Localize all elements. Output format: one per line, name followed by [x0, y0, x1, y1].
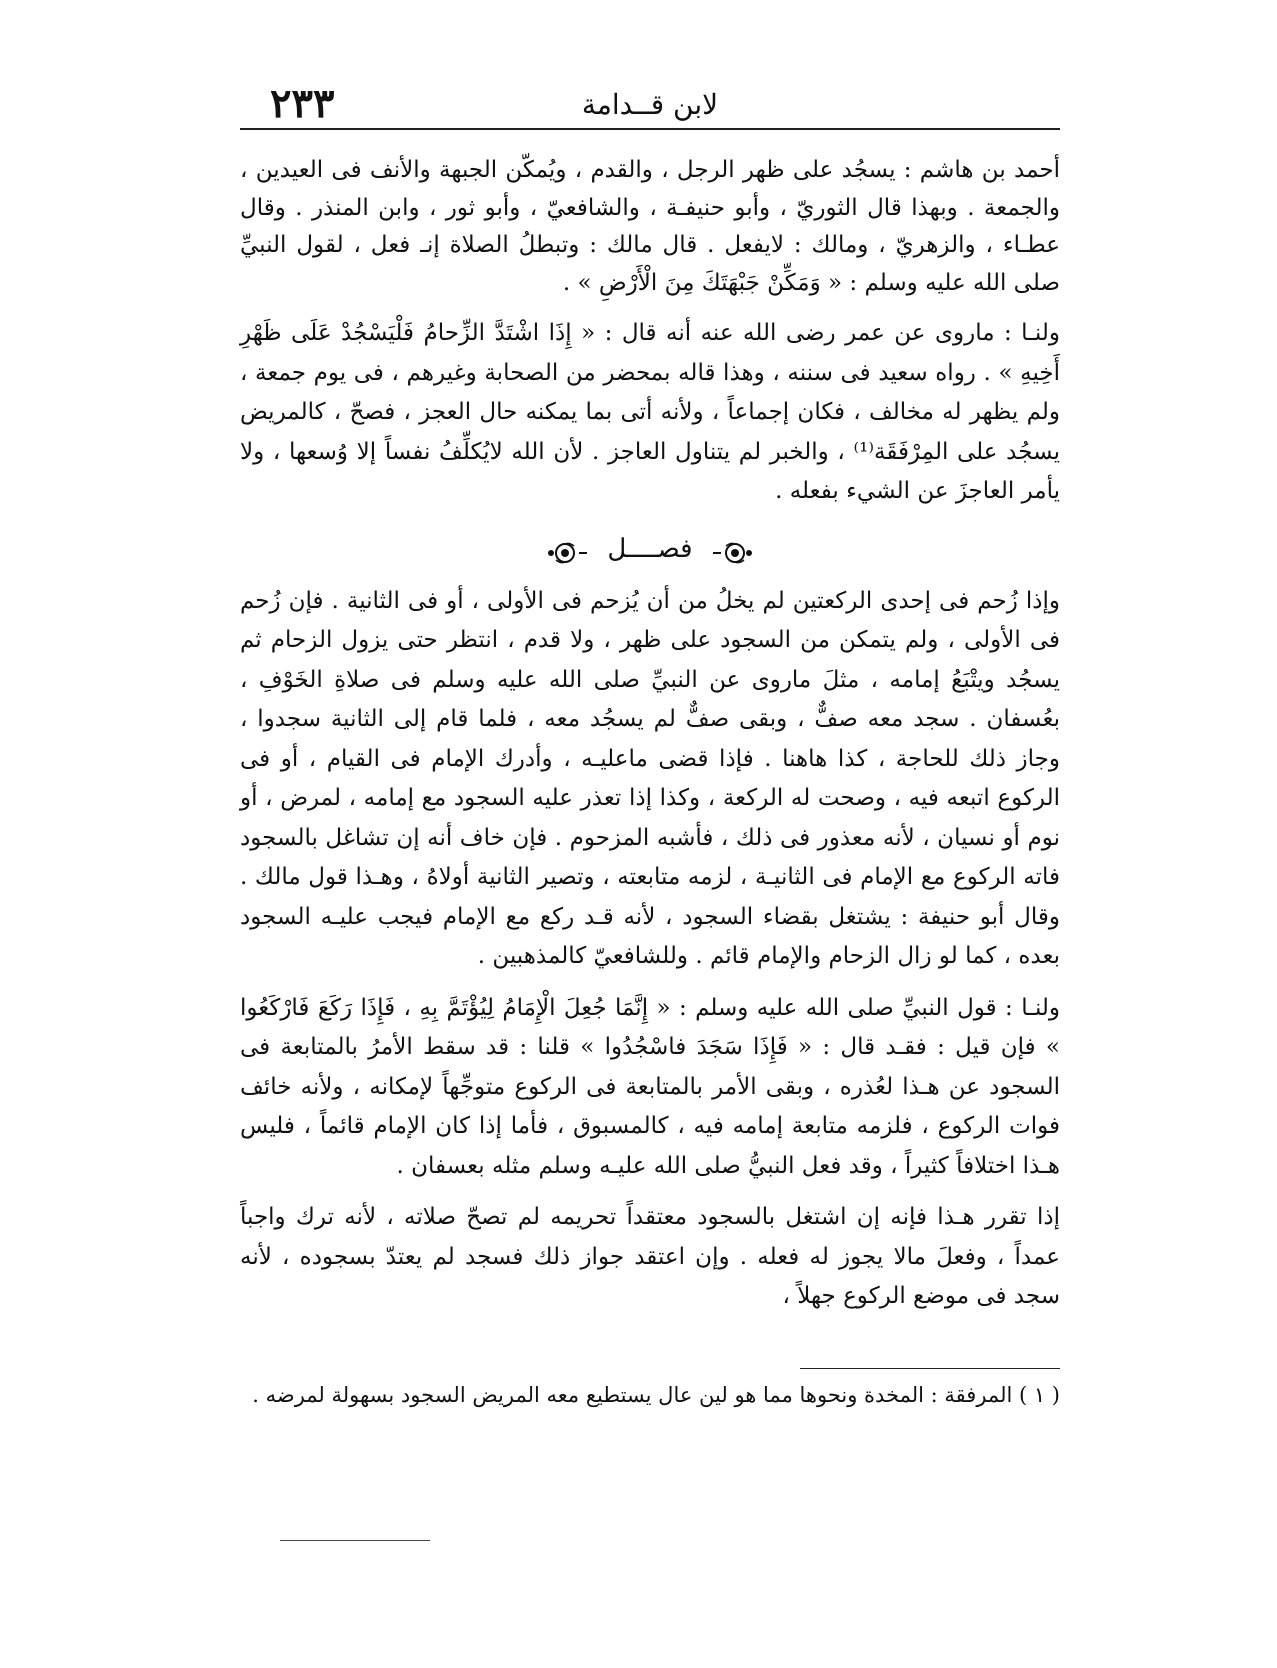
ornament-right-icon: [711, 536, 755, 562]
paragraph-1: أحمد بن هاشم : يسجُد على ظهر الرجل ، والقدم ، ويُمكّن الجبهة والأنف فى العيدين ، والجمعة . وبهذا قال الثوريّ ، وأبو حنيفـة ، والشافعيّ ، وأبو ثور ، وابن المنذر . وقال عطـاء ، والزهريّ ، ومالك : لايفعل . قال مالك : وتبطلُ الصلاة إنـ فعل ، لقول النبيِّ صلى الله عليه وسلم : « وَمَكِّنْ جَبْهَتَكَ مِنَ الْأَرْضِ » .: [240, 157, 1060, 296]
page-number: ٢٣٣: [270, 80, 335, 127]
main-text: [240, 152, 1060, 1329]
running-title: لابن قــدامة: [581, 88, 719, 121]
ornament-left-icon: [545, 536, 589, 562]
page-header: [240, 78, 1060, 126]
footnote-rule: [800, 1368, 1060, 1369]
paragraph-3: وإذا زُحم فى إحدى الركعتين لم يخلُ من أن يُزحم فى الأولى ، أو فى الثانية . فإن زُحم فى الأولى ، ولم يتمكن من السجود على ظهر ، ولا قدم ، انتظر حتى يزول الزحام ثم يسجُد ويتْبَعُ إمامه ، مثلَ ماروى عن النبيِّ صلى الله عليه وسلم فى صلاةِ الخَوْفِ ، بعُسفان . سجد معه صفٌّ ، وبقى صفٌّ لم يسجُد معه ، فلما قام إلى الثانية سجدوا ، وجاز ذلك للحاجة ، كذا هاهنا . فإذا قضى ماعليـه ، وأدرك الإمام فى القيام ، أو فى الركوع اتبعه فيه ، وصحت له الركعة ، وكذا إذا تعذر عليه السجود مع إمامه ، لمرض ، أو نوم أو نسيان ، لأنه معذور فى ذلك ، فأشبه المزحوم . فإن خاف أنه إن تشاغل بالسجود فاته الركوع مع الإمام فى الثانيـة ، لزمه متابعته ، وتصير الثانية أولاهُ ، وهـذا قول مالك . وقال أبو حنيفة : يشتغل بقضاء السجود ، لأنه قـد ركع مع الإمام فيجب عليـه السجود بعده ، كما لو زال الزحام والإمام قائم . وللشافعيّ كالمذهبين .: [240, 587, 1061, 969]
section-heading-text: فصــــل: [607, 533, 693, 564]
header-rule: [240, 128, 1060, 130]
paragraph-2: ولنـا : ماروى عن عمر رضى الله عنه أنه قال : « إِذَا اشْتَدَّ الزِّحامُ فَلْيَسْجُدْ عَلَى ظَهْرِ أَخِيهِ » . رواه سعيد فى سننه ، وهذا قاله بمحضر من الصحابة وغيرهم ، فى يوم جمعة ، ولم يظهر له مخالف ، فكان إجماعاً ، ولأنه أتى بما يمكنه حال العجز ، فصحّ ، كالمريض يسجُد على المِرْفَقَة⁽¹⁾ ، والخبر لم يتناول العاجز . لأن الله لايُكلِّفُ نفساً إلا وُسعها ، ولا يأمر العاجزَ عن الشيء بفعله .: [240, 320, 1060, 504]
section-heading: [240, 526, 1060, 570]
paragraph-5: إذا تقرر هـذا فإنه إن اشتغل بالسجود معتقداً تحريمه لم تصحّ صلاته ، لأنه ترك واجباً عمداً ، وفعلَ مالا يجوز له فعله . وإن اعتقد جواز ذلك فسجد لم يعتدّ بسجوده ، لأنه سجد فى موضع الركوع جهلاً ،: [240, 1204, 1060, 1309]
footnote: ( ١ ) المرفقة : المخدة ونحوها مما هو لين عال يستطيع معه المريض السجود بسهولة لمرضه .: [252, 1383, 1060, 1407]
paragraph-4: ولنـا : قول النبيِّ صلى الله عليه وسلم : « إِنَّمَا جُعِلَ الْإِمَامُ لِيُؤْتَمَّ بِهِ ، فَإِذَا رَكَعَ فَارْكَعُوا » فإن قيل : فقـد قال : « فَإِذَا سَجَدَ فاسْجُدُوا » قلنا : قد سقط الأمرُ بالمتابعة فى السجود عن هـذا لعُذره ، وبقى الأمر بالمتابعة فى الركوع متوجِّهاً لإمكانه ، ولأنه خائف فوات الركوع ، فلزمه متابعة إمامه فيه ، كالمسبوق ، فأما إذا كان الإمام قائماً ، فليس هـذا اختلافاً كثيراً ، وقد فعل النبيُّ صلى الله عليـه وسلم مثله بعسفان .: [240, 994, 1060, 1179]
bottom-rule: [280, 1540, 430, 1541]
